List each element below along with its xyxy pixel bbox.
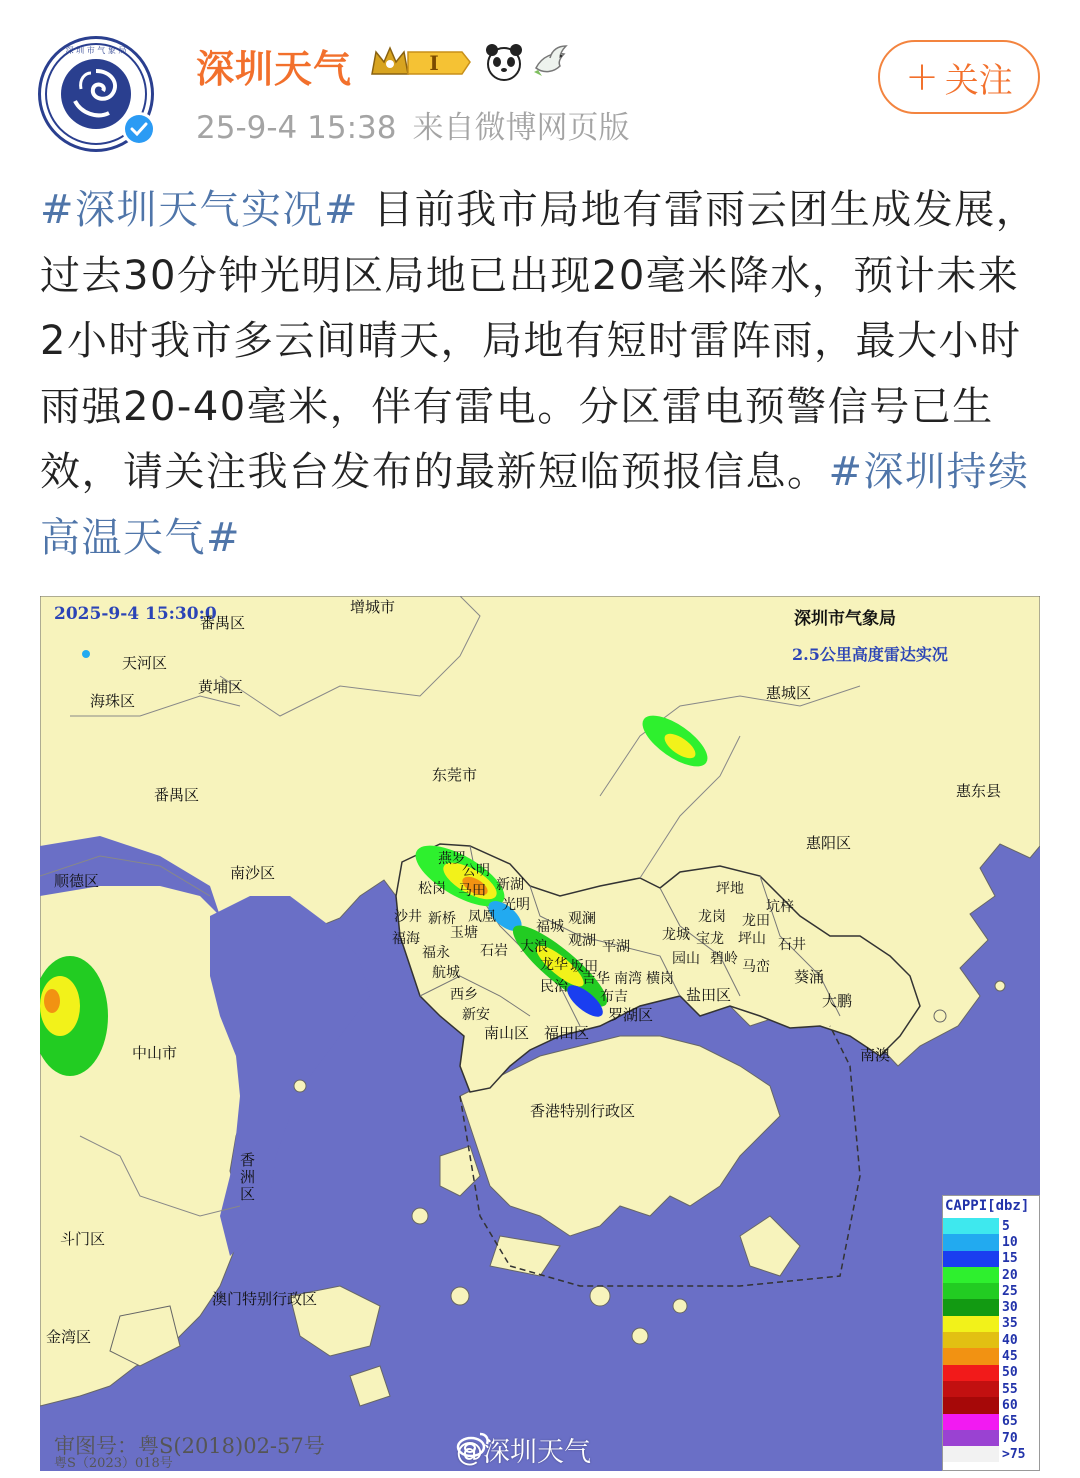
weibo-watermark <box>456 1430 591 1469</box>
map-label: 布吉 <box>600 989 628 1005</box>
radar-map-image[interactable] <box>40 596 1040 1471</box>
legend-swatch <box>943 1316 999 1332</box>
legend-row <box>943 1332 1039 1348</box>
level-badge-icon[interactable] <box>370 44 474 80</box>
radar-legend <box>942 1195 1040 1471</box>
map-label: 澳门特别行政区 <box>212 1290 318 1308</box>
legend-row <box>943 1430 1039 1446</box>
map-label: 光明 <box>502 897 530 913</box>
legend-value: 70 <box>1002 1430 1018 1446</box>
map-label: 龙田 <box>742 913 770 929</box>
legend-row <box>943 1414 1039 1430</box>
map-label: 西乡 <box>450 987 478 1003</box>
legend-value: >75 <box>1002 1446 1026 1462</box>
legend-value: 30 <box>1002 1300 1018 1316</box>
map-label: 香洲区 <box>240 1151 256 1203</box>
svg-text:深 圳 市 气 象 局: 深 圳 市 气 象 局 <box>65 46 127 55</box>
radar-map-graphic <box>40 596 1040 1471</box>
legend-swatch <box>943 1299 999 1315</box>
map-label: 平湖 <box>602 939 630 955</box>
map-label: 坑梓 <box>766 899 794 915</box>
map-label: 沙井 <box>394 909 422 925</box>
map-label: 金湾区 <box>46 1328 92 1346</box>
map-label: 龙岗 <box>698 909 726 925</box>
map-label: 罗湖区 <box>608 1006 654 1024</box>
map-approval-number-2: 粤S（2023）018号 <box>54 1456 173 1471</box>
legend-row <box>943 1299 1039 1315</box>
legend-row <box>943 1381 1039 1397</box>
legend-row <box>943 1365 1039 1381</box>
legend-row <box>943 1316 1039 1332</box>
post-meta <box>196 102 629 147</box>
legend-swatch <box>943 1381 999 1397</box>
map-label: 南沙区 <box>230 864 276 882</box>
map-label: 马田 <box>458 883 486 899</box>
hashtag-shenzhen-heat[interactable]: #深圳持续高温天气# <box>40 449 1030 561</box>
map-label: 石岩 <box>480 943 508 959</box>
map-label: 福海 <box>392 931 420 947</box>
map-label: 南澳 <box>860 1046 891 1064</box>
watermark-text: @深圳天气 <box>456 1437 591 1468</box>
verified-badge-icon <box>122 112 156 146</box>
plus-icon: + <box>905 54 939 100</box>
map-label: 海珠区 <box>90 692 136 710</box>
map-label: 惠阳区 <box>806 834 852 852</box>
legend-swatch <box>943 1234 999 1250</box>
legend-value: 55 <box>1002 1381 1018 1397</box>
map-label: 吉华 <box>582 971 610 987</box>
legend-value: 65 <box>1002 1414 1018 1430</box>
author-name[interactable]: 深圳天气 <box>196 47 353 91</box>
map-label: 增城市 <box>350 598 396 616</box>
legend-row <box>943 1267 1039 1283</box>
legend-value: 45 <box>1002 1349 1018 1365</box>
legend-value: 5 <box>1002 1218 1010 1234</box>
legend-swatch <box>943 1430 999 1446</box>
legend-swatch <box>943 1267 999 1283</box>
map-label: 龙华 <box>540 957 568 973</box>
radar-timestamp: 2025-9-4 15:30:0 <box>54 604 217 624</box>
map-label: 松岗 <box>418 881 446 897</box>
map-label: 观澜 <box>568 911 596 927</box>
legend-title: CAPPI[dbz] <box>945 1198 1030 1214</box>
legend-swatch <box>943 1446 999 1462</box>
map-label: 番禺区 <box>200 614 246 632</box>
legend-value: 15 <box>1002 1251 1018 1267</box>
legend-row <box>943 1251 1039 1267</box>
map-label: 香港特别行政区 <box>530 1102 636 1120</box>
post-header <box>0 0 1080 160</box>
follow-button[interactable] <box>878 40 1040 114</box>
legend-swatch <box>943 1397 999 1413</box>
legend-row <box>943 1446 1039 1462</box>
map-label: 玉塘 <box>450 925 478 941</box>
legend-value: 50 <box>1002 1365 1018 1381</box>
map-label: 坪地 <box>716 881 744 897</box>
map-label: 石井 <box>778 937 806 953</box>
level-badge-label: I <box>429 51 439 75</box>
legend-row <box>943 1234 1039 1250</box>
map-label: 坪山 <box>738 931 766 947</box>
panda-icon <box>484 42 524 82</box>
legend-swatch <box>943 1414 999 1430</box>
map-label: 园山 <box>672 951 700 967</box>
legend-swatch <box>943 1218 999 1234</box>
map-label: 航城 <box>432 965 460 981</box>
legend-row <box>943 1397 1039 1413</box>
map-approval-number: 审图号：粤S(2018)02-57号 <box>54 1434 325 1458</box>
map-label: 民治 <box>540 979 568 995</box>
legend-value: 25 <box>1002 1283 1018 1299</box>
map-label: 惠东县 <box>956 782 1002 800</box>
radar-agency: 深圳市气象局 <box>794 609 896 629</box>
map-label: 福城 <box>536 919 564 935</box>
map-label: 马峦 <box>742 959 770 975</box>
hashtag-shenzhen-weather-live[interactable]: #深圳天气实况# <box>40 187 360 233</box>
map-label: 龙城 <box>662 927 690 943</box>
map-label: 南湾 <box>614 971 642 987</box>
legend-swatch <box>943 1283 999 1299</box>
map-label: 黄埔区 <box>198 678 244 696</box>
map-label: 东莞市 <box>432 766 478 784</box>
map-label: 公明 <box>462 863 490 879</box>
map-label: 葵涌 <box>794 968 825 986</box>
legend-row <box>943 1283 1039 1299</box>
map-label: 大鹏 <box>822 992 853 1010</box>
post-source: 来自微博网页版 <box>412 110 630 146</box>
map-label: 南山区 <box>484 1024 530 1042</box>
map-label: 观湖 <box>568 933 596 949</box>
map-label: 福田区 <box>544 1024 590 1042</box>
map-label: 天河区 <box>122 654 168 672</box>
post-timestamp[interactable]: 25-9-4 15:38 <box>196 110 397 146</box>
map-label: 番禺区 <box>154 786 200 804</box>
map-label: 碧岭 <box>710 951 738 967</box>
legend-swatch <box>943 1365 999 1381</box>
weibo-logo-icon <box>456 1430 490 1458</box>
map-label: 燕罗 <box>438 851 466 867</box>
map-label: 斗门区 <box>60 1230 106 1248</box>
legend-swatch <box>943 1332 999 1348</box>
map-label: 盐田区 <box>686 986 732 1004</box>
radar-subtitle: 2.5公里高度雷达实况 <box>792 645 948 664</box>
map-label: 大浪 <box>520 939 548 955</box>
map-label: 惠城区 <box>766 684 812 702</box>
legend-value: 40 <box>1002 1332 1018 1348</box>
map-label: 新桥 <box>428 911 456 927</box>
post-text <box>40 178 1040 571</box>
legend-value: 10 <box>1002 1234 1018 1250</box>
map-label: 中山市 <box>132 1044 178 1062</box>
map-label: 顺德区 <box>54 872 100 890</box>
legend-value: 60 <box>1002 1397 1018 1413</box>
legend-row <box>943 1348 1039 1364</box>
legend-value: 20 <box>1002 1267 1018 1283</box>
map-label: 坂田 <box>570 959 598 975</box>
map-label: 福永 <box>422 945 450 961</box>
map-label: 凤凰 <box>468 909 496 925</box>
map-label: 新湖 <box>496 877 524 893</box>
legend-value: 35 <box>1002 1316 1018 1332</box>
legend-row <box>943 1218 1039 1234</box>
post-body-text: 目前我市局地有雷雨云团生成发展，过去30分钟光明区局地已出现20毫米降水，预计未来2小时我市多云间晴天，局地有短时雷阵雨，最大小时雨强20-40毫米，伴有雷电。分区雷电预警信号已生效，请关注我台发布的最新短临预报信息。 <box>40 187 1038 495</box>
map-label: 横岗 <box>646 971 674 987</box>
peace-dove-icon <box>530 42 572 82</box>
map-label: 新安 <box>462 1007 490 1023</box>
legend-swatch <box>943 1348 999 1364</box>
follow-label: 关注 <box>944 60 1013 101</box>
map-label: 宝龙 <box>696 931 724 947</box>
legend-swatch <box>943 1251 999 1267</box>
